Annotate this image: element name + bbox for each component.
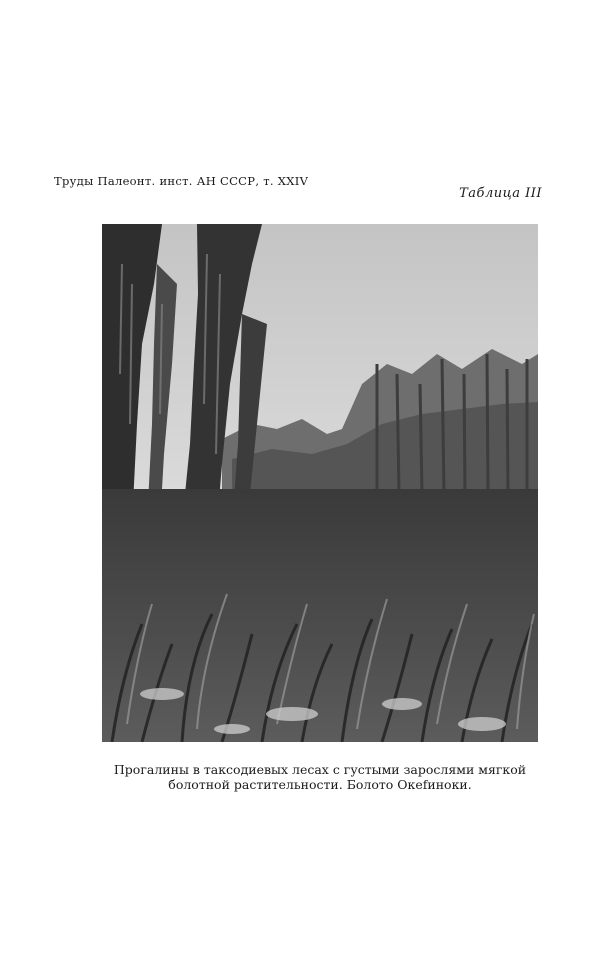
photo-caption — [100, 762, 540, 792]
swamp-photograph — [102, 224, 538, 742]
caption-line-2: болотной растительности. Болото Океfиноки. — [168, 777, 472, 792]
journal-header: Труды Палеонт. инст. АН СССР, т. XXIV — [54, 174, 309, 188]
caption-line-1: Прогалины в таксодиевых лесах с густыми зарослями мягкой — [113, 762, 527, 777]
plate-label: Таблица III — [459, 186, 542, 201]
